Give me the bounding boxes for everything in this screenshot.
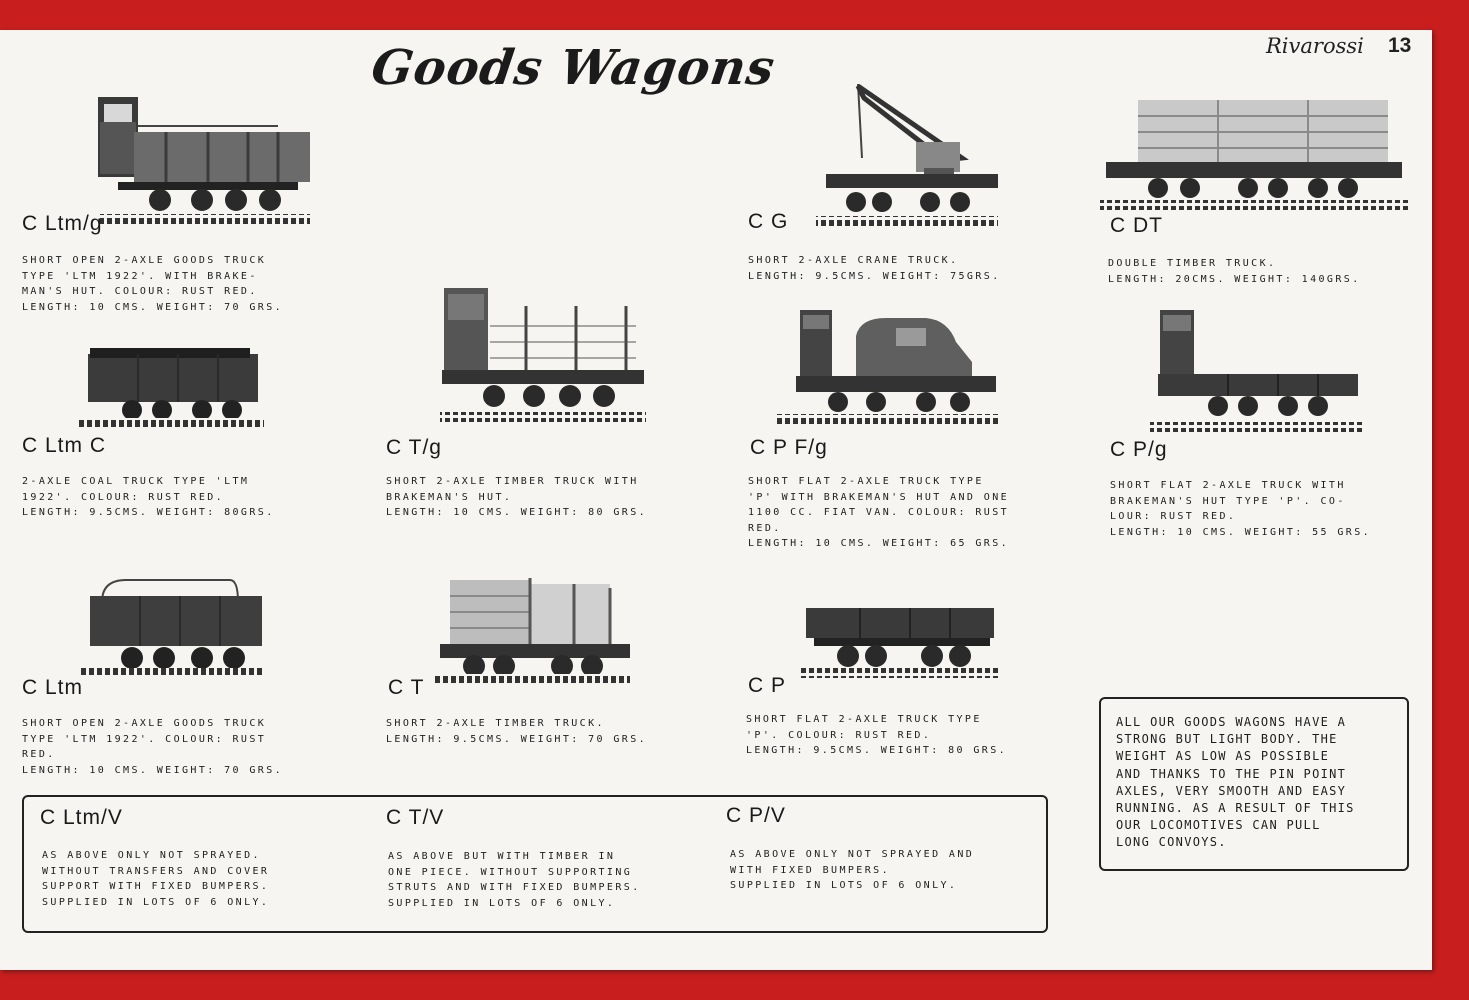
- item-description: SHORT OPEN 2-AXLE GOODS TRUCK TYPE 'LTM 1922'. COLOUR: RUST RED. LENGTH: 10 CMS. WEIGHT: 70 GRS.: [22, 718, 284, 776]
- item-description: SHORT FLAT 2-AXLE TRUCK TYPE 'P'. COLOUR: RUST RED. LENGTH: 9.5CMS. WEIGHT: 80 GRS.: [746, 714, 1008, 756]
- item-code: C DT: [1110, 214, 1163, 237]
- goods-wagons-note: ALL OUR GOODS WAGONS HAVE A STRONG BUT LIGHT BODY. THE WEIGHT AS LOW AS POSSIBLE AND THANKS TO THE PIN POINT AXLES, VERY SMOOTH AND EASY RUNNING. AS A RESULT OF THIS OUR LOCOMOTIVES CAN PULL LONG CONVOYS.: [1116, 715, 1355, 850]
- flat-truck-with-hut-image: [1148, 306, 1364, 436]
- catalogue-page: [0, 30, 1432, 970]
- page-number: 13: [1388, 34, 1412, 57]
- variant-description: AS ABOVE ONLY NOT SPRAYED. WITHOUT TRANSFERS AND COVER SUPPORT WITH FIXED BUMPERS. SUPPLIED IN LOTS OF 6 ONLY.: [42, 850, 270, 908]
- item-description: SHORT OPEN 2-AXLE GOODS TRUCK TYPE 'LTM 1922'. WITH BRAKE- MAN'S HUT. COLOUR: RUST RED. LENGTH: 10 CMS. WEIGHT: 70 GRS.: [22, 255, 284, 313]
- open-truck-with-hut-image: [98, 96, 312, 226]
- variant-description: AS ABOVE BUT WITH TIMBER IN ONE PIECE. WITHOUT SUPPORTING STRUTS AND WITH FIXED BUMPERS. SUPPLIED IN LOTS OF 6 ONLY.: [388, 851, 641, 909]
- page-title: Goods Wagons: [368, 40, 779, 96]
- double-timber-truck-image: [1098, 94, 1410, 210]
- timber-truck-image: [434, 574, 632, 684]
- variant-description: AS ABOVE ONLY NOT SPRAYED AND WITH FIXED BUMPERS. SUPPLIED IN LOTS OF 6 ONLY.: [730, 849, 975, 891]
- flat-truck-image: [800, 604, 1000, 688]
- variant-code: C Ltm/V: [40, 806, 123, 829]
- variant-code: C T/V: [386, 806, 445, 829]
- item-description: DOUBLE TIMBER TRUCK. LENGTH: 20CMS. WEIGHT: 140GRS.: [1108, 258, 1361, 285]
- item-code: C G: [748, 210, 789, 233]
- flat-truck-with-fiat-van-image: [776, 306, 1002, 426]
- item-code: C T/g: [386, 436, 442, 459]
- crane-truck-image: [812, 78, 1002, 226]
- item-code: C Ltm: [22, 676, 84, 699]
- item-code: C P/g: [1110, 438, 1168, 461]
- variant-code: C P/V: [726, 804, 786, 827]
- item-code: C Ltm/g: [22, 212, 103, 235]
- item-description: SHORT 2-AXLE TIMBER TRUCK WITH BRAKEMAN'S HUT. LENGTH: 10 CMS. WEIGHT: 80 GRS.: [386, 476, 648, 518]
- timber-truck-with-hut-image: [436, 286, 648, 426]
- item-code: C P: [748, 674, 787, 697]
- item-code: C Ltm C: [22, 434, 107, 457]
- item-description: SHORT 2-AXLE TIMBER TRUCK. LENGTH: 9.5CMS. WEIGHT: 70 GRS.: [386, 718, 648, 745]
- item-description: SHORT FLAT 2-AXLE TRUCK TYPE 'P' WITH BRAKEMAN'S HUT AND ONE 1100 CC. FIAT VAN. COLOUR: RUST RED. LENGTH: 10 CMS. WEIGHT: 65 GRS.: [748, 476, 1010, 549]
- open-goods-truck-image: [80, 576, 266, 680]
- item-code: C T: [388, 676, 425, 699]
- brand-logo: Rivarossi: [1266, 34, 1364, 58]
- item-description: SHORT FLAT 2-AXLE TRUCK WITH BRAKEMAN'S HUT TYPE 'P'. CO- LOUR: RUST RED. LENGTH: 10 CMS. WEIGHT: 55 GRS.: [1110, 480, 1372, 538]
- coal-truck-image: [78, 348, 266, 428]
- item-description: SHORT 2-AXLE CRANE TRUCK. LENGTH: 9.5CMS. WEIGHT: 75GRS.: [748, 255, 1001, 282]
- item-description: 2-AXLE COAL TRUCK TYPE 'LTM 1922'. COLOUR: RUST RED. LENGTH: 9.5CMS. WEIGHT: 80GRS.: [22, 476, 275, 518]
- item-code: C P F/g: [750, 436, 828, 459]
